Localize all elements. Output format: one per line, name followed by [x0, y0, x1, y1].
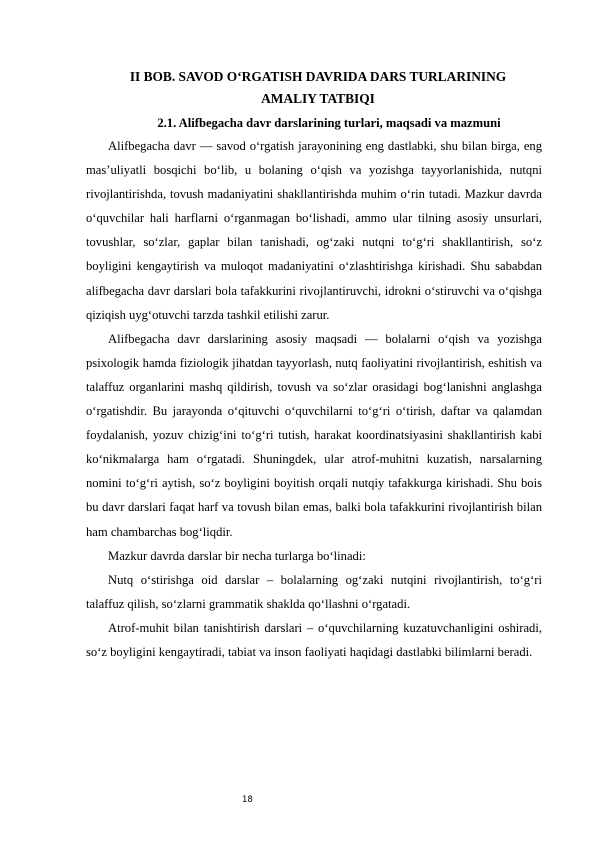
paragraph-goals: Alifbegacha davr darslarining asosiy maqsadi — bolalarni o‘qish va yozishga psixologik hamda fiziologik jihatdan tayyorlash, nutq faoliyatini rivojlantirish, eshitish va talaffuz organlarini mashq qildirish, tovush va so‘zlar orasidagi bog‘lanishni anglashga o‘rgatishdir. Bu jarayonda o‘qituvchi o‘quvchilarni to‘g‘ri o‘tirish, daftar va qalamdan foydalanish, yozuv chizig‘ini to‘g‘ri tutish, harakat koordinatsiyasini shakllantirish kabi ko‘nikmalarga ham o‘rgatadi. Shuningdek, ular atrof-muhitni kuzatish, narsalarning nomini to‘g‘ri aytish, so‘z boyligini boyitish orqali nutqiy tafakkurga kirishadi. Shu bois bu davr darslari faqat harf va tovush bilan emas, balki bola tafakkurini rivojlantirish bilan ham chambarchas bog‘liqdir.: [86, 331, 542, 539]
chapter-title-line-1: II BOB. SAVOD O‘RGATISH DAVRIDA DARS TURLARINING: [129, 69, 507, 84]
section-title: 2.1. Alifbegacha davr darslarining turlari, maqsadi va mazmuni: [157, 116, 501, 130]
paragraph-environment-lessons: Atrof-muhit bilan tanishtirish darslari – o‘quvchilarning kuzatuvchanligini oshiradi, so‘z boyligini kengaytiradi, tabiat va inson faoliyati haqidagi dastlabki bilimlarni beradi.: [86, 620, 542, 659]
chapter-title-line-2: AMALIY TATBIQI: [261, 91, 375, 106]
chapter-title: [86, 66, 542, 110]
paragraph-lesson-types-intro: Mazkur davrda darslar bir necha turlarga bo‘linadi:: [108, 548, 366, 563]
document-page: [86, 66, 542, 664]
paragraph-speech-lessons: Nutq o‘stirishga oid darslar – bolalarning og‘zaki nutqini rivojlantirish, to‘g‘ri talaffuz qilish, so‘zlarni grammatik shaklda qo‘llashni o‘rgatadi.: [86, 572, 542, 611]
paragraph-intro: Alifbegacha davr — savod o‘rgatish jarayonining eng dastlabki, shu bilan birga, eng mas’uliyatli bosqichi bo‘lib, u bolaning o‘qish va yozishga tayyorlanishida, nutqni rivojlantirishda, tovush madaniyatini shakllantirishda muhim o‘rin tutadi. Mazkur davrda o‘quvchilar hali harflarni o‘rganmagan bo‘lishadi, ammo ular tilning asosiy unsurlari, tovushlar, so‘zlar, gaplar bilan tanishadi, og‘zaki nutqni to‘g‘ri shakllantirish, so‘z boyligini kengaytirish va muloqot madaniyatini o‘zlashtirishga kirishadi. Shu sababdan alifbegacha davr darslari bola tafakkurini rivojlantiruvchi, idrokni o‘stiruvchi va o‘qishga qiziqish uyg‘otuvchi tarzda tashkil etilishi zarur.: [86, 139, 542, 322]
page-number: 18: [242, 795, 253, 805]
